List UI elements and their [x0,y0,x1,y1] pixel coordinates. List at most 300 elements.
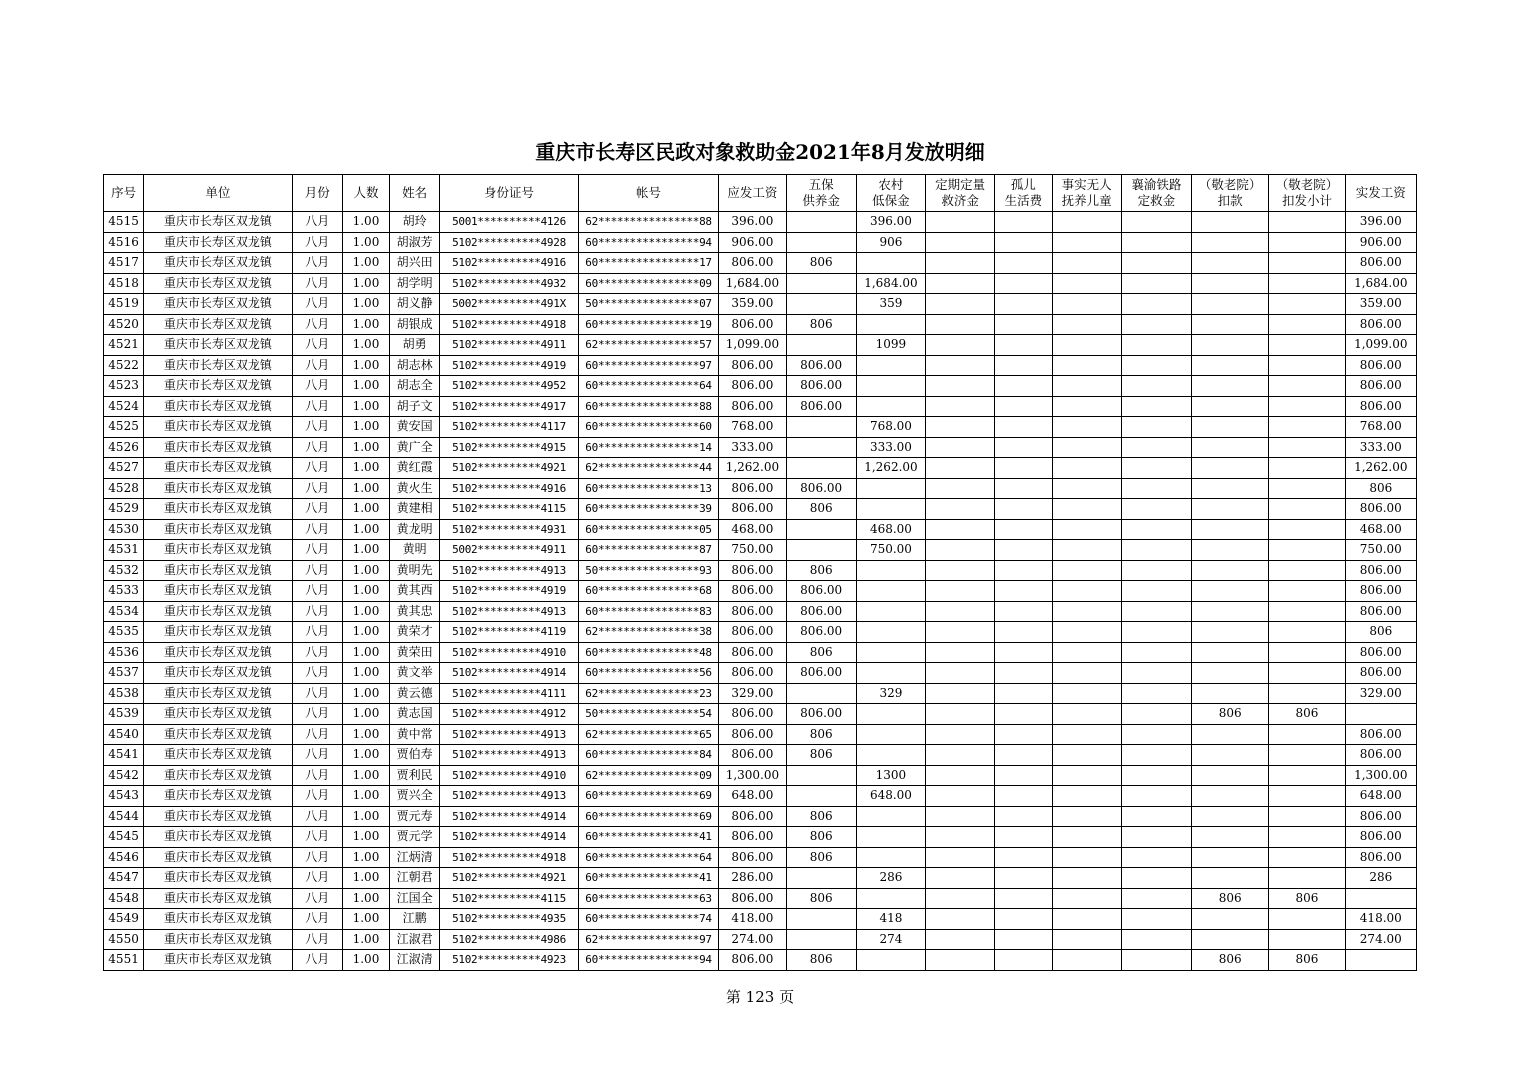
table-row [104,601,1417,622]
table-cell: 重庆市长寿区双龙镇 [144,273,293,294]
table-cell [926,417,995,438]
table-cell: 贾元寿 [390,806,440,827]
table-row [104,663,1417,684]
table-cell: 5102**********4117 [440,417,579,438]
table-cell: 5102**********4931 [440,519,579,540]
table-cell: 胡淑芳 [390,232,440,253]
table-row [104,622,1417,643]
table-cell [1121,355,1191,376]
table-cell [995,622,1052,643]
table-cell [926,294,995,315]
table-cell [995,376,1052,397]
table-cell: 5102**********4115 [440,499,579,520]
table-cell: 274 [856,929,925,950]
table-row [104,478,1417,499]
table-cell [995,253,1052,274]
table-cell: 418.00 [719,909,786,930]
table-cell [995,786,1052,807]
table-cell: 1.00 [342,355,389,376]
table-cell: 1.00 [342,478,389,499]
table-cell [1121,847,1191,868]
table-cell: 60****************94 [578,950,719,971]
table-cell [856,724,925,745]
table-row [104,499,1417,520]
table-cell: 5002**********491X [440,294,579,315]
table-cell: 胡银成 [390,314,440,335]
table-cell: 1.00 [342,601,389,622]
table-cell: 4522 [104,355,144,376]
table-cell: 60****************69 [578,786,719,807]
table-cell: 806.00 [1345,642,1416,663]
table-cell: 胡勇 [390,335,440,356]
table-cell: 286 [856,868,925,889]
table-cell: 八月 [292,909,342,930]
column-header: 事实无人 抚养儿童 [1052,175,1121,212]
table-cell [1269,683,1345,704]
table-cell [1192,314,1269,335]
table-cell [1052,745,1121,766]
table-cell [995,806,1052,827]
table-body [104,212,1417,971]
table-cell: 359 [856,294,925,315]
table-cell [1121,212,1191,233]
table-cell [1121,745,1191,766]
table-cell: 重庆市长寿区双龙镇 [144,458,293,479]
table-cell: 806.00 [719,622,786,643]
table-cell [926,786,995,807]
table-cell [995,847,1052,868]
table-cell: 806.00 [1345,253,1416,274]
table-cell: 黄文举 [390,663,440,684]
table-cell: 黄火生 [390,478,440,499]
table-cell [786,519,856,540]
table-row [104,765,1417,786]
table-cell: 4540 [104,724,144,745]
table-cell: 黄其忠 [390,601,440,622]
table-cell [1052,847,1121,868]
table-cell: 重庆市长寿区双龙镇 [144,376,293,397]
column-header: 五保 供养金 [786,175,856,212]
table-cell: 806 [786,253,856,274]
table-cell: 重庆市长寿区双龙镇 [144,724,293,745]
table-cell [1121,704,1191,725]
table-cell [995,335,1052,356]
table-cell: 1.00 [342,314,389,335]
table-cell: 八月 [292,273,342,294]
table-cell [1121,560,1191,581]
table-cell: 806 [786,560,856,581]
table-cell: 806.00 [1345,827,1416,848]
table-cell: 八月 [292,499,342,520]
table-cell: 八月 [292,806,342,827]
table-cell: 5102**********4914 [440,827,579,848]
column-header: 应发工资 [719,175,786,212]
table-cell: 重庆市长寿区双龙镇 [144,806,293,827]
table-row [104,540,1417,561]
table-cell [1121,478,1191,499]
table-cell [1052,704,1121,725]
table-cell: 5102**********4115 [440,888,579,909]
table-cell: 重庆市长寿区双龙镇 [144,601,293,622]
table-cell [995,437,1052,458]
table-cell [1121,724,1191,745]
table-cell: 62****************09 [578,765,719,786]
table-cell: 5102**********4918 [440,314,579,335]
table-row [104,519,1417,540]
table-cell [1269,622,1345,643]
table-cell: 重庆市长寿区双龙镇 [144,786,293,807]
table-cell [1269,273,1345,294]
table-cell: 5102**********4111 [440,683,579,704]
table-cell: 重庆市长寿区双龙镇 [144,396,293,417]
table-cell: 八月 [292,683,342,704]
table-cell: 八月 [292,560,342,581]
table-cell: 5102**********4911 [440,335,579,356]
table-cell [1052,806,1121,827]
table-cell [856,888,925,909]
table-cell: 1.00 [342,704,389,725]
table-cell [786,868,856,889]
table-row [104,417,1417,438]
table-cell [856,376,925,397]
table-row [104,212,1417,233]
table-cell: 5102**********4913 [440,560,579,581]
table-cell [1192,560,1269,581]
table-cell [926,519,995,540]
table-cell: 806 [1345,622,1416,643]
table-cell: 黄中常 [390,724,440,745]
table-cell: 468.00 [856,519,925,540]
table-cell [926,499,995,520]
table-cell [856,601,925,622]
table-cell: 806 [1269,950,1345,971]
column-header: （敬老院） 扣款 [1192,175,1269,212]
table-cell: 333.00 [1345,437,1416,458]
table-cell: 62****************57 [578,335,719,356]
table-cell: 重庆市长寿区双龙镇 [144,499,293,520]
table-cell: 806.00 [719,847,786,868]
table-cell: 八月 [292,642,342,663]
table-cell: 胡志全 [390,376,440,397]
table-cell [1269,663,1345,684]
table-cell [1052,909,1121,930]
table-cell: 806.00 [719,642,786,663]
table-cell: 906 [856,232,925,253]
table-cell [995,929,1052,950]
table-cell: 4526 [104,437,144,458]
table-cell: 5102**********4913 [440,786,579,807]
table-cell [926,437,995,458]
table-cell [786,909,856,930]
table-cell: 重庆市长寿区双龙镇 [144,704,293,725]
table-cell: 八月 [292,765,342,786]
table-cell: 八月 [292,663,342,684]
table-cell: 60****************56 [578,663,719,684]
table-cell: 62****************88 [578,212,719,233]
table-cell: 62****************97 [578,929,719,950]
table-cell: 5102**********4913 [440,601,579,622]
table-cell: 黄其西 [390,581,440,602]
table-cell: 5102**********4932 [440,273,579,294]
table-cell: 806 [786,499,856,520]
table-cell: 806.00 [719,663,786,684]
table-cell: 806.00 [786,601,856,622]
table-cell [1269,601,1345,622]
table-cell: 江朝君 [390,868,440,889]
table-cell [926,642,995,663]
table-cell: 4530 [104,519,144,540]
table-cell [1052,437,1121,458]
table-cell [1121,622,1191,643]
table-cell: 重庆市长寿区双龙镇 [144,540,293,561]
table-cell: 4541 [104,745,144,766]
table-cell: 1.00 [342,827,389,848]
table-cell: 八月 [292,458,342,479]
table-cell [1121,601,1191,622]
table-cell [926,212,995,233]
table-cell: 396.00 [1345,212,1416,233]
table-cell: 重庆市长寿区双龙镇 [144,314,293,335]
table-cell: 1.00 [342,950,389,971]
table-cell [856,314,925,335]
table-cell [1052,581,1121,602]
table-cell: 1.00 [342,540,389,561]
column-header: 实发工资 [1345,175,1416,212]
table-cell: 八月 [292,704,342,725]
table-cell [1269,355,1345,376]
table-cell [995,765,1052,786]
table-cell: 贾元学 [390,827,440,848]
table-cell [995,519,1052,540]
table-cell: 806.00 [719,601,786,622]
table-cell: 重庆市长寿区双龙镇 [144,950,293,971]
table-cell: 4517 [104,253,144,274]
table-cell: 4527 [104,458,144,479]
table-cell: 806.00 [719,806,786,827]
table-cell [926,827,995,848]
table-cell: 806 [786,806,856,827]
table-cell: 4533 [104,581,144,602]
table-cell [1121,765,1191,786]
table-cell: 60****************60 [578,417,719,438]
table-cell: 1.00 [342,376,389,397]
table-cell [1121,437,1191,458]
table-cell: 1.00 [342,212,389,233]
table-cell [1192,540,1269,561]
table-cell: 806.00 [1345,745,1416,766]
table-cell [1052,212,1121,233]
table-row [104,929,1417,950]
table-cell: 1.00 [342,622,389,643]
table-cell: 4515 [104,212,144,233]
table-cell [1192,355,1269,376]
table-cell: 60****************64 [578,376,719,397]
table-cell [856,663,925,684]
table-cell [1192,519,1269,540]
table-cell [1192,724,1269,745]
table-cell: 1.00 [342,273,389,294]
table-cell [1121,273,1191,294]
table-cell: 黄龙明 [390,519,440,540]
table-cell [1052,314,1121,335]
table-cell [926,396,995,417]
table-cell [1052,663,1121,684]
table-row [104,335,1417,356]
table-cell: 八月 [292,355,342,376]
table-cell: 806.00 [719,253,786,274]
table-cell: 八月 [292,601,342,622]
table-cell [926,765,995,786]
table-cell: 60****************41 [578,827,719,848]
table-cell [926,683,995,704]
table-cell: 806.00 [1345,499,1416,520]
table-cell: 5102**********4919 [440,581,579,602]
table-cell: 5001**********4126 [440,212,579,233]
table-cell [1269,745,1345,766]
table-cell [1192,335,1269,356]
table-cell [786,458,856,479]
table-cell [926,355,995,376]
table-cell [995,294,1052,315]
table-row [104,847,1417,868]
table-cell: 648.00 [719,786,786,807]
table-cell: 5102**********4912 [440,704,579,725]
table-cell: 1.00 [342,560,389,581]
table-cell: 806.00 [719,745,786,766]
table-cell: 重庆市长寿区双龙镇 [144,683,293,704]
table-cell [1192,376,1269,397]
table-cell [1269,827,1345,848]
table-cell: 329.00 [719,683,786,704]
table-cell: 重庆市长寿区双龙镇 [144,929,293,950]
table-cell [926,478,995,499]
table-cell [1192,273,1269,294]
table-cell [1192,622,1269,643]
table-cell [995,601,1052,622]
table-cell: 八月 [292,786,342,807]
table-cell: 1.00 [342,417,389,438]
table-cell [926,560,995,581]
table-cell [1192,786,1269,807]
table-cell [1269,560,1345,581]
table-cell: 60****************63 [578,888,719,909]
table-cell [1121,376,1191,397]
table-cell: 重庆市长寿区双龙镇 [144,847,293,868]
table-cell: 286.00 [719,868,786,889]
table-cell: 806 [1192,888,1269,909]
table-row [104,581,1417,602]
table-row [104,888,1417,909]
table-cell [856,950,925,971]
table-cell: 1,300.00 [719,765,786,786]
table-cell: 333.00 [856,437,925,458]
table-cell: 806.00 [719,376,786,397]
table-cell [1192,478,1269,499]
table-cell: 806 [1269,704,1345,725]
table-cell [926,868,995,889]
table-cell: 5102**********4921 [440,458,579,479]
column-header: 人数 [342,175,389,212]
table-cell [995,212,1052,233]
table-cell [926,663,995,684]
table-cell [926,376,995,397]
table-cell: 60****************74 [578,909,719,930]
table-cell: 329.00 [1345,683,1416,704]
table-cell [1192,663,1269,684]
table-cell [1121,929,1191,950]
table-cell [1192,601,1269,622]
table-cell [1345,704,1416,725]
table-cell: 750.00 [719,540,786,561]
table-cell: 50****************93 [578,560,719,581]
table-cell: 806.00 [786,478,856,499]
table-cell [926,745,995,766]
table-cell: 4544 [104,806,144,827]
table-cell: 胡子文 [390,396,440,417]
table-cell: 4534 [104,601,144,622]
table-row [104,827,1417,848]
table-cell [995,560,1052,581]
table-cell: 806 [786,950,856,971]
table-cell [1269,458,1345,479]
table-cell: 806.00 [719,560,786,581]
table-cell: 806.00 [719,704,786,725]
table-cell [786,786,856,807]
table-cell [1269,909,1345,930]
table-cell [1269,417,1345,438]
table-cell: 1,099.00 [1345,335,1416,356]
table-cell: 江炳清 [390,847,440,868]
table-cell [786,417,856,438]
table-cell [926,847,995,868]
table-cell [856,355,925,376]
table-cell: 768.00 [719,417,786,438]
table-cell: 八月 [292,253,342,274]
table-cell: 1.00 [342,663,389,684]
column-header: 身份证号 [440,175,579,212]
table-row [104,294,1417,315]
table-cell: 5102**********4921 [440,868,579,889]
table-cell: 胡志林 [390,355,440,376]
table-cell: 806.00 [1345,355,1416,376]
table-cell: 重庆市长寿区双龙镇 [144,417,293,438]
table-cell [1052,950,1121,971]
table-row [104,314,1417,335]
table-cell: 4545 [104,827,144,848]
table-cell: 5102**********4914 [440,663,579,684]
table-cell: 1.00 [342,499,389,520]
table-cell [1269,253,1345,274]
table-cell: 4521 [104,335,144,356]
table-cell: 1,684.00 [856,273,925,294]
table-cell: 4547 [104,868,144,889]
table-cell [995,232,1052,253]
table-cell [1269,232,1345,253]
table-cell [1192,765,1269,786]
relief-payment-table [103,174,1417,971]
table-cell [995,314,1052,335]
table-cell [1269,765,1345,786]
table-cell: 4529 [104,499,144,520]
table-cell [926,253,995,274]
table-row [104,704,1417,725]
table-cell: 4520 [104,314,144,335]
table-cell [1121,253,1191,274]
table-cell [856,396,925,417]
table-cell: 八月 [292,437,342,458]
table-cell [1121,335,1191,356]
table-cell [856,642,925,663]
